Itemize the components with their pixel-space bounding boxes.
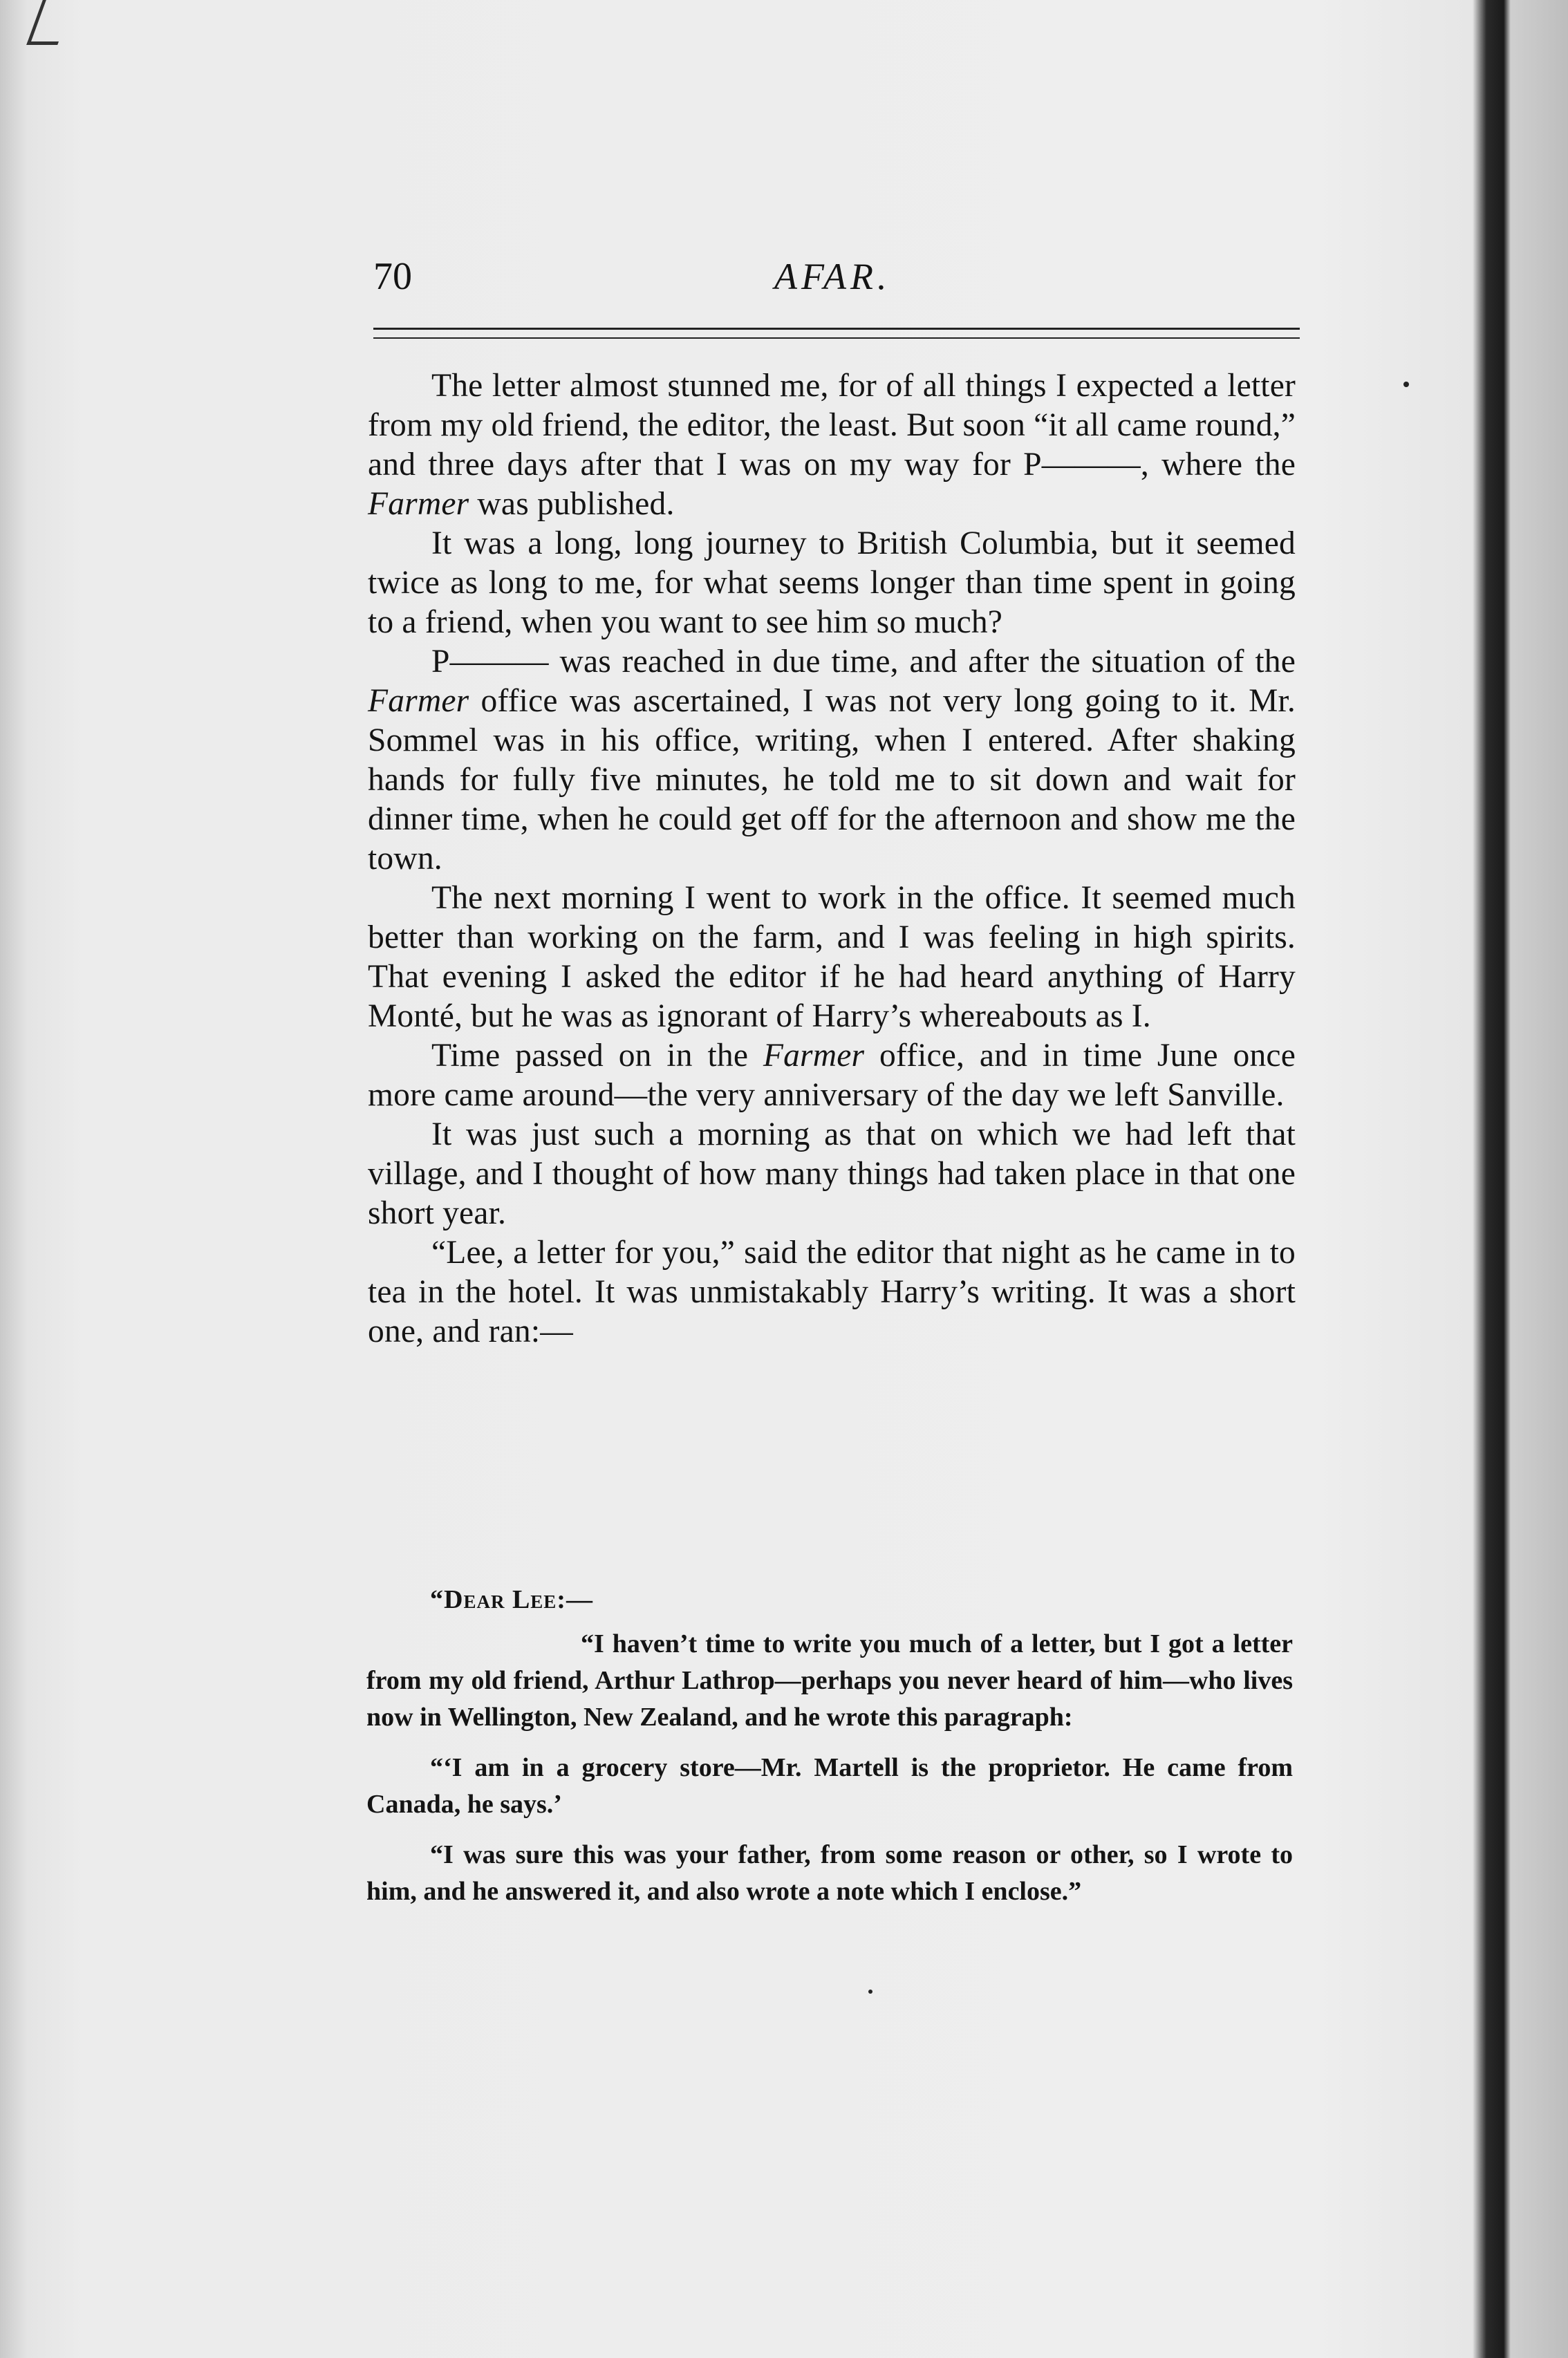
letter-salutation: “Dear Lee:—	[430, 1585, 593, 1614]
paragraph: It was a long, long journey to British Columbia, but it seemed twice as long to me, for what seems longer than time spent in going to a friend, when you want to see him so much?	[368, 525, 1296, 640]
letter-paragraph: “‘I am in a grocery store—Mr. Martell is the proprietor. He came from Canada, he says.’	[366, 1753, 1293, 1819]
ink-speck	[1403, 382, 1409, 387]
paragraph: P——— was reached in due time, and after the situation of the Farmer office was ascertained, I was not very long going to it. Mr. Sommel was in his office, writing, when I entered. After shaking hands for fully five minutes, he told me to sit down and wait for dinner time, when he could get off for the afternoon and show me the town.	[368, 644, 1296, 877]
page-number: 70	[373, 255, 412, 298]
page-header	[373, 249, 1300, 304]
paragraph: The next morning I went to work in the office. It seemed much better than working on the farm, and I was feeling in high spirits. That evening I asked the editor if he had heard anything of Harry Monté, but he was as ignorant of Harry’s whereabouts as I.	[368, 880, 1296, 1034]
paragraph: The letter almost stunned me, for of all things I expected a letter from my old friend, the editor, the least. But soon “it all came round,” and three days after that I was on my way for P———, where the Farmer was published.	[368, 368, 1296, 522]
body-text	[368, 366, 1296, 1351]
ink-speck	[868, 1990, 872, 1994]
paragraph: It was just such a morning as that on which we had left that village, and I thought of how many things had taken place in that one short year.	[368, 1116, 1296, 1231]
paragraph: Time passed on in the Farmer office, and in time June once more came around—the very anniversary of the day we left Sanville.	[368, 1038, 1296, 1113]
header-rule	[373, 328, 1300, 339]
running-title: AFAR.	[774, 256, 891, 297]
letter-paragraph: “I haven’t time to write you much of a letter, but I got a letter from my old friend, Arthur Lathrop—perhaps you never heard of him—who lives now in Wellington, New Zealand, and he wrote this paragraph:	[366, 1629, 1293, 1732]
quoted-letter	[366, 1583, 1293, 1910]
letter-paragraph: “I was sure this was your father, from some reason or other, so I wrote to him, and he answered it, and also wrote a note which I enclose.”	[366, 1840, 1293, 1906]
paragraph: “Lee, a letter for you,” said the editor that night as he came in to tea in the hotel. It was unmistakably Harry’s writing. It was a short one, and ran:—	[368, 1235, 1296, 1349]
page-corner-mark	[26, 0, 74, 45]
